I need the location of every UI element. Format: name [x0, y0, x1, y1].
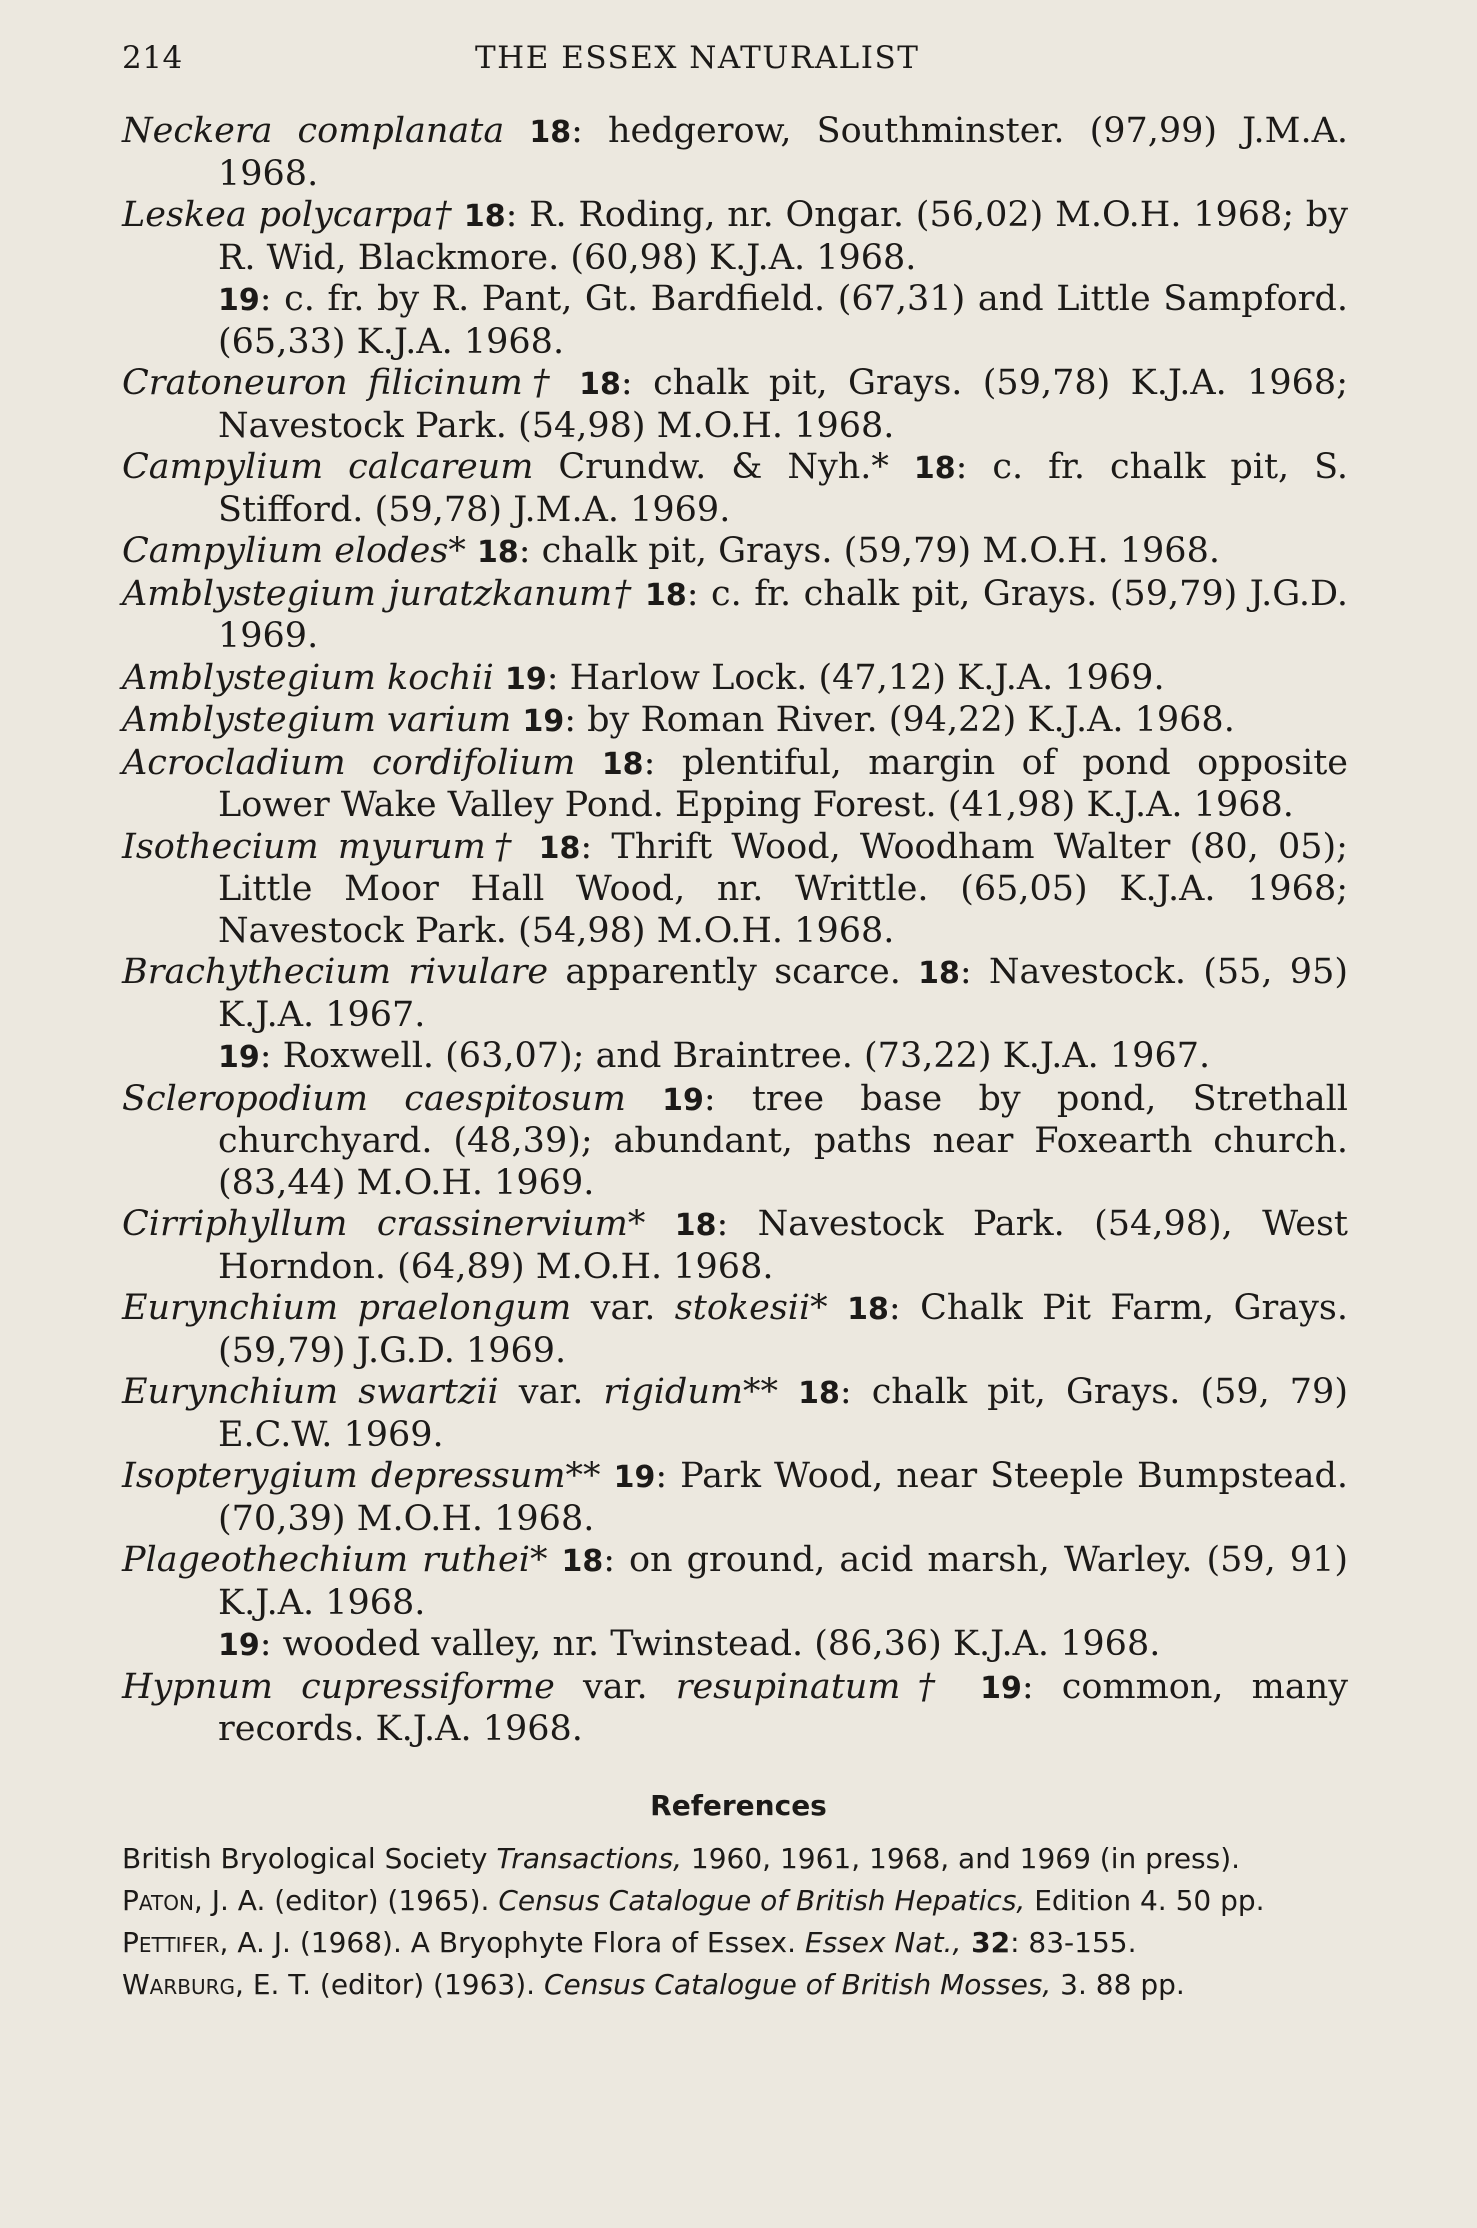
vice-county: 18 — [674, 1208, 717, 1243]
species-entry — [122, 1288, 1348, 1372]
species-variety: resupinatum† — [675, 1666, 952, 1707]
species-name: Campylium elodes* — [122, 531, 466, 571]
record-text: : Roxwell. (63,07); and Braintree. (73,22) K.J.A. 1967. — [259, 1036, 1211, 1076]
reference-text: Edition 4. 50 pp. — [1025, 1884, 1265, 1917]
page-header — [0, 40, 1477, 84]
species-name: Plageothechium ruthei* — [122, 1540, 548, 1580]
vice-county: 19 — [613, 1460, 656, 1495]
species-name: Cratoneuron filicinum† — [122, 363, 559, 403]
record-text: : Navestock Park. (54,98), West Horndon. (64,89) M.O.H. 1968. — [218, 1204, 1348, 1287]
species-entry — [122, 195, 1348, 279]
reference-text: British Bryological Society — [122, 1842, 497, 1875]
species-entry — [122, 1204, 1348, 1288]
species-subrecord — [122, 1624, 1348, 1667]
record-text: : tree base by pond, Strethall churchyard. (48,39); abundant, paths near Foxearth church. (83,44) M.O.H. 1969. — [218, 1078, 1348, 1203]
vice-county: 18 — [601, 746, 644, 782]
vice-county: 19 — [218, 1628, 260, 1663]
species-name: Brachythecium rivulare — [122, 952, 549, 992]
species-entry — [122, 574, 1348, 658]
reference-item — [122, 1880, 1348, 1921]
reference-title: Essex Nat., — [804, 1926, 962, 1959]
reference-text: : 83-155. — [1010, 1926, 1137, 1959]
species-name: Acrocladium cordifolium — [122, 742, 576, 783]
species-entry — [122, 1667, 1348, 1751]
species-entry — [122, 1540, 1348, 1624]
species-name: Amblystegium juratzkanum† — [122, 573, 633, 614]
record-text: : chalk pit, Grays. (59,79) M.O.H. 1968. — [518, 531, 1220, 571]
species-name: Neckera complanata — [122, 111, 505, 151]
reference-text: 1960, 1961, 1968, and 1969 (in press). — [681, 1842, 1241, 1875]
species-entry — [122, 827, 1348, 953]
species-entry — [122, 1079, 1348, 1205]
species-name: Eurynchium praelongum — [122, 1288, 572, 1328]
record-text: : hedgerow, Southminster. (97,99) J.M.A. 1968. — [218, 111, 1348, 194]
record-text: : chalk pit, Grays. (59, 79) E.C.W. 1969. — [218, 1372, 1348, 1455]
species-name: Scleropodium caespitosum — [122, 1078, 626, 1119]
species-entry — [122, 700, 1348, 743]
species-name: Leskea polycarpa† — [122, 195, 453, 235]
species-authority: apparently scarce. — [548, 952, 901, 992]
species-authority: var. — [571, 1288, 675, 1328]
species-subrecord — [122, 279, 1348, 363]
references-heading: References — [650, 1789, 827, 1822]
reference-text: (1968). A Bryophyte Flora of Essex. — [290, 1926, 805, 1959]
record-text: : Thrift Wood, Woodham Walter (80, 05); Little Moor Hall Wood, nr. Writtle. (65,05) K.J.A. 1968; Navestock Park. (54,98) M.O.H. 1968. — [218, 826, 1348, 951]
record-text: : c. fr. by R. Pant, Gt. Bardfield. (67,31) and Little Sampford. (65,33) K.J.A. 1968. — [218, 279, 1348, 362]
species-entry — [122, 111, 1348, 195]
species-entry — [122, 531, 1348, 574]
record-text: : on ground, acid marsh, Warley. (59, 91) K.J.A. 1968. — [218, 1540, 1348, 1623]
species-authority: var. — [498, 1372, 604, 1412]
species-name: Isothecium myurum† — [122, 826, 520, 867]
page-number: 214 — [122, 40, 183, 76]
vice-county: 19 — [218, 283, 260, 318]
record-text: : c. fr. chalk pit, S. Stifford. (59,78) J.M.A. 1969. — [218, 447, 1348, 530]
species-entry — [122, 1372, 1348, 1456]
record-text: : Chalk Pit Farm, Grays. (59,79) J.G.D. 1969. — [218, 1288, 1348, 1371]
reference-title: Census Catalogue of British Mosses, — [543, 1968, 1052, 2001]
vice-county: 18 — [918, 956, 960, 991]
vice-county: 18 — [463, 199, 506, 234]
species-name: Campylium calcareum — [122, 447, 534, 487]
reference-text: 3. 88 pp. — [1051, 1968, 1185, 2001]
species-authority: Crundw. & Nyh.* — [533, 447, 889, 487]
record-text: : R. Roding, nr. Ongar. (56,02) M.O.H. 1968; by R. Wid, Blackmore. (60,98) K.J.A. 1968. — [218, 195, 1348, 278]
record-text: : Navestock. (55, 95) K.J.A. 1967. — [218, 952, 1348, 1035]
reference-author: Pettifer, A. J. — [122, 1926, 291, 1959]
species-entry — [122, 658, 1348, 701]
species-name: Cirriphyllum crassinervium* — [122, 1204, 646, 1244]
vice-county: 19 — [504, 661, 547, 697]
reference-title: Transactions, — [496, 1842, 682, 1875]
vice-county: 18 — [847, 1292, 889, 1327]
vice-county: 18 — [561, 1544, 604, 1579]
species-name: Isopterygium depressum** — [122, 1456, 601, 1496]
vice-county: 18 — [798, 1376, 840, 1411]
vice-county: 18 — [529, 115, 572, 150]
species-authority: var. — [554, 1666, 676, 1707]
vice-county: 18 — [538, 830, 581, 866]
record-text: : Harlow Lock. (47,12) K.J.A. 1969. — [546, 657, 1165, 698]
references-list — [122, 1838, 1348, 2006]
record-text: : c. fr. chalk pit, Grays. (59,79) J.G.D. 1969. — [218, 573, 1348, 656]
reference-author: Paton, J. A. — [122, 1884, 266, 1917]
reference-volume: 32 — [961, 1926, 1011, 1959]
species-entry — [122, 743, 1348, 827]
species-variety: rigidum** — [603, 1372, 779, 1412]
vice-county: 19 — [662, 1082, 704, 1118]
record-text: : Park Wood, near Steeple Bumpstead. (70,39) M.O.H. 1968. — [218, 1456, 1348, 1539]
species-name: Hypnum cupressiforme — [122, 1666, 555, 1707]
species-entry — [122, 363, 1348, 447]
reference-item — [122, 1964, 1348, 2005]
record-text: : common, many records. K.J.A. 1968. — [218, 1666, 1348, 1749]
vice-county: 18 — [476, 535, 519, 570]
species-name: Amblystegium kochii — [122, 657, 494, 698]
record-text: : chalk pit, Grays. (59,78) K.J.A. 1968; Navestock Park. (54,98) M.O.H. 1968. — [218, 363, 1348, 446]
vice-county: 18 — [644, 577, 687, 613]
species-subrecord — [122, 1036, 1348, 1079]
species-entry — [122, 447, 1348, 531]
species-name: Amblystegium varium — [122, 700, 512, 740]
vice-county: 18 — [579, 367, 621, 402]
record-text: : by Roman River. (94,22) K.J.A. 1968. — [564, 700, 1235, 740]
reference-item — [122, 1838, 1348, 1879]
vice-county: 19 — [980, 1670, 1022, 1706]
record-text: : wooded valley, nr. Twinstead. (86,36) K.J.A. 1968. — [259, 1624, 1161, 1664]
species-entry — [122, 1456, 1348, 1540]
running-title: THE ESSEX NATURALIST — [475, 40, 920, 76]
vice-county: 19 — [522, 704, 565, 739]
reference-author: Warburg, E. T. — [122, 1968, 311, 2001]
reference-item — [122, 1922, 1348, 1963]
reference-title: Census Catalogue of British Hepatics, — [498, 1884, 1026, 1917]
vice-county: 18 — [913, 451, 956, 486]
species-variety: stokesii* — [674, 1288, 828, 1328]
reference-text: (editor) (1963). — [311, 1968, 544, 2001]
vice-county: 19 — [218, 1040, 260, 1075]
record-text: : plentiful, margin of pond opposite Lower Wake Valley Pond. Epping Forest. (41,98) K.J.A. 1968. — [218, 742, 1348, 825]
species-entry — [122, 952, 1348, 1036]
species-name: Eurynchium swartzii — [122, 1372, 499, 1412]
reference-text: (editor) (1965). — [265, 1884, 499, 1917]
species-records — [122, 111, 1348, 1751]
